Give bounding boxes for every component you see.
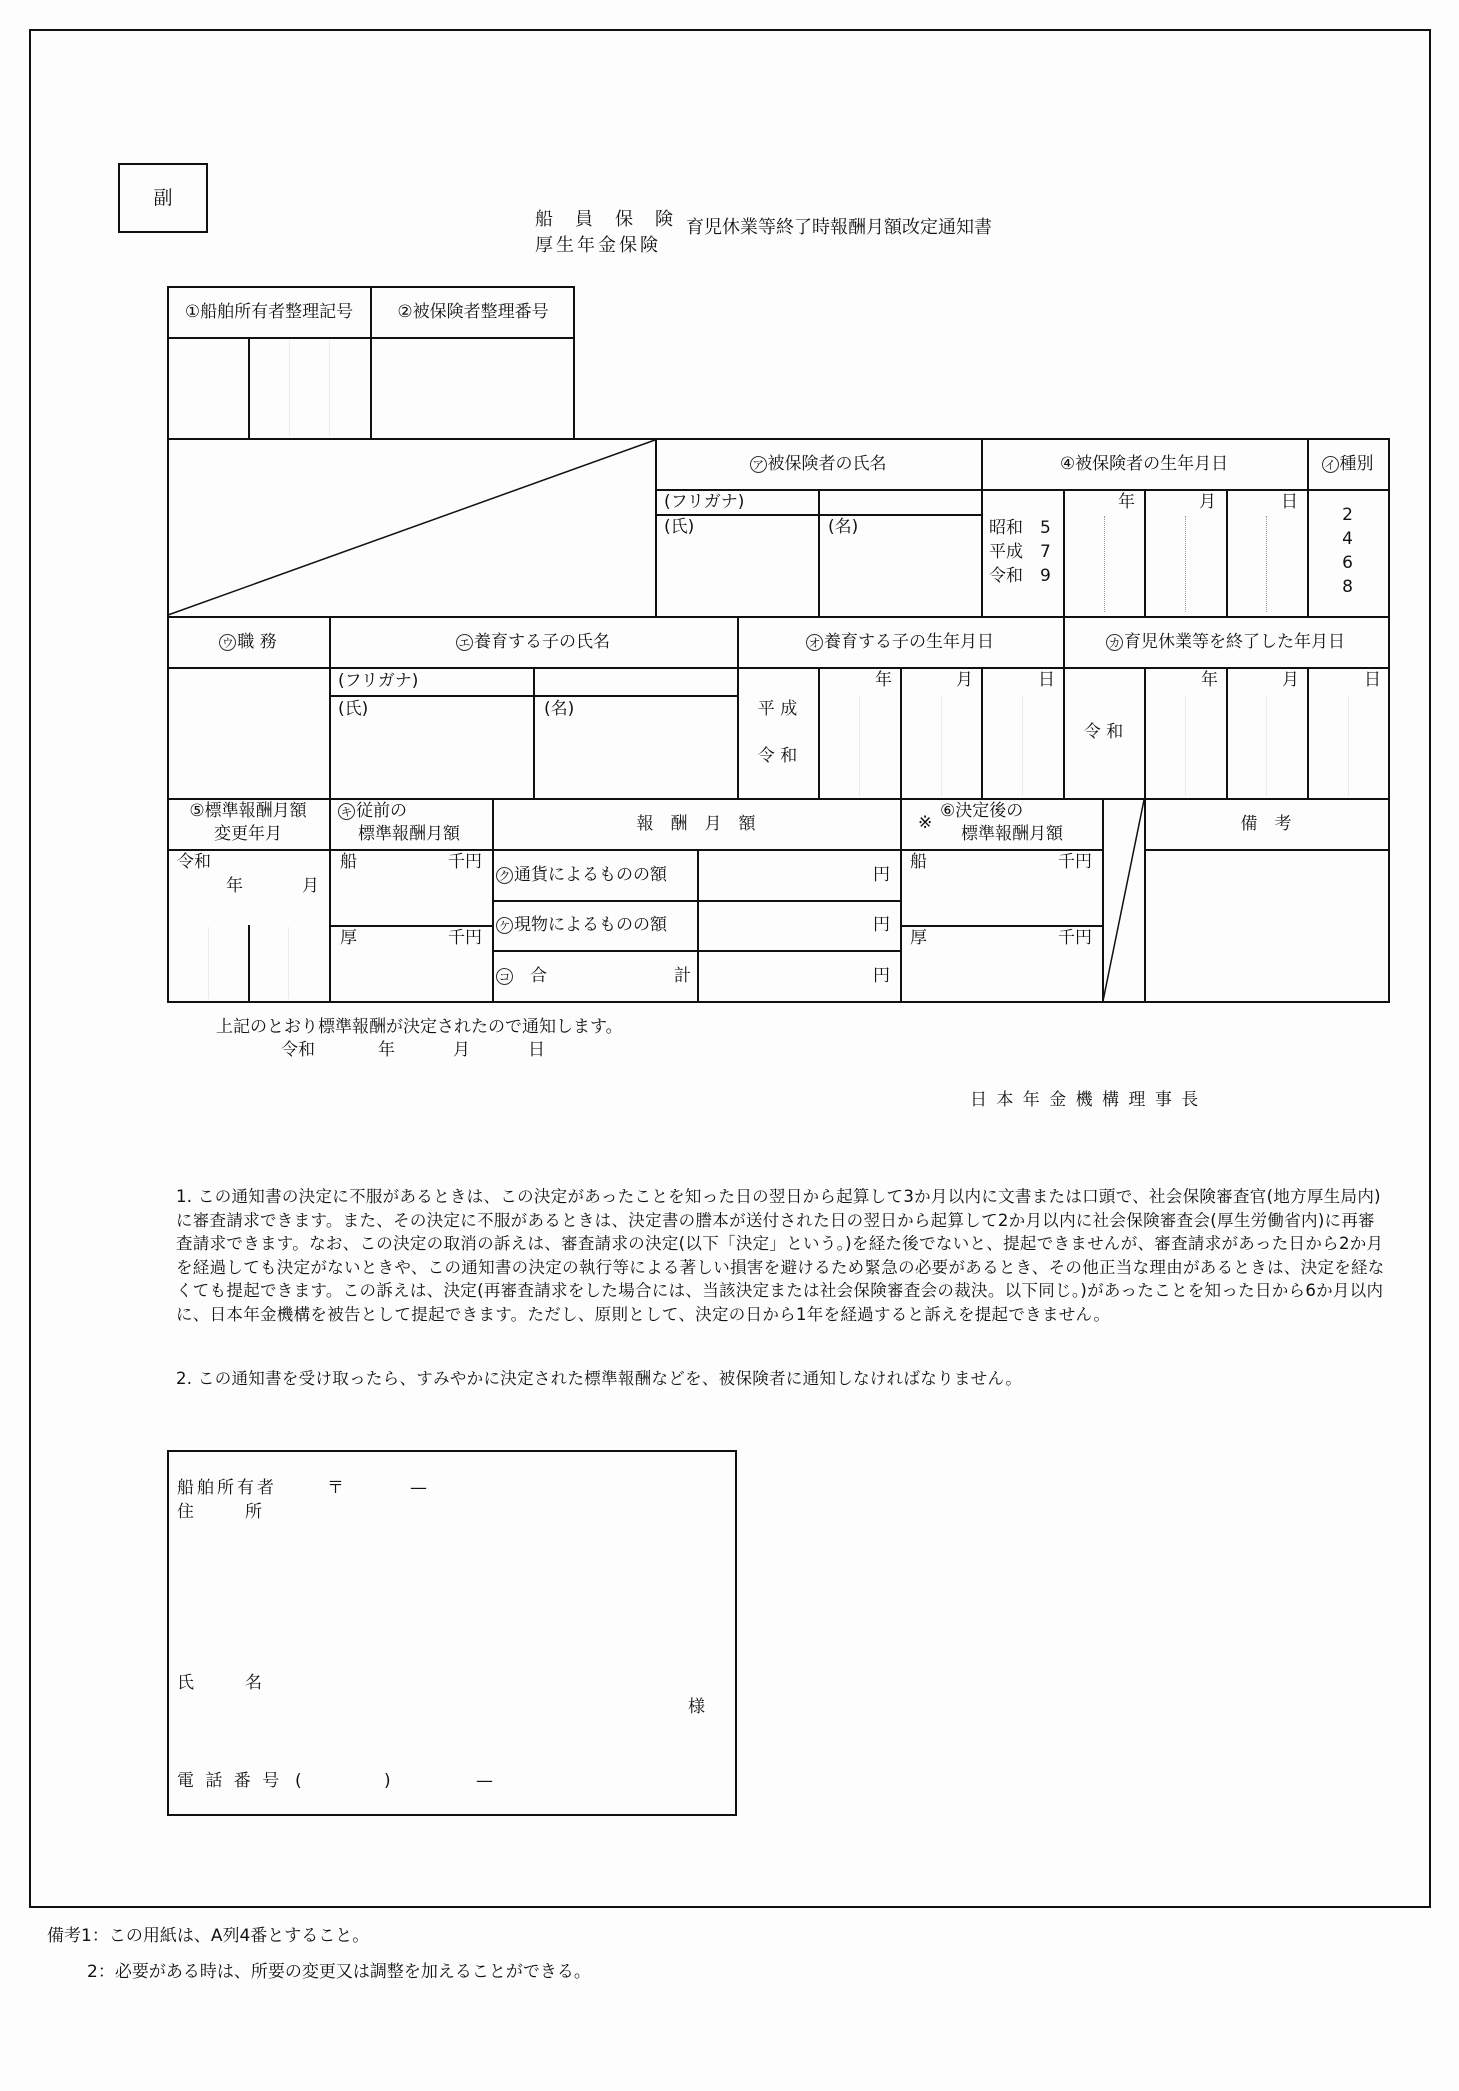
owner-label: 船舶所有者 (177, 1478, 277, 1498)
prev-ship-field[interactable] (332, 874, 490, 923)
phone-dash: — (476, 1771, 493, 1791)
postal-mark: 〒 (327, 1478, 344, 1498)
honorific-sama: 様 (688, 1697, 705, 1717)
insured-number-label: ②被保険者整理番号 (397, 302, 549, 322)
birth-day-unit: 日 (1281, 492, 1298, 512)
diagonal-strike (167, 438, 657, 618)
child-furigana-field[interactable] (430, 669, 735, 693)
change-month-unit: 月 (302, 876, 319, 896)
child-surname-field[interactable] (332, 722, 531, 796)
child-furigana-label: (フリガナ) (338, 671, 419, 691)
type-code-4: 4 (1342, 529, 1353, 549)
total-yen-unit: 円 (873, 966, 890, 986)
leave-end-year-field[interactable] (1147, 693, 1224, 796)
change-year-field[interactable] (170, 928, 246, 999)
insured-furigana-field[interactable] (760, 491, 980, 513)
circled-ku-icon: ク (496, 867, 513, 884)
birth-year-unit: 年 (1118, 492, 1135, 512)
footnote-1: 備考1：この用紙は、A列4番とすること。 (47, 1926, 370, 1946)
circled-a-icon: ア (750, 456, 767, 473)
currency-yen-unit: 円 (873, 865, 890, 885)
change-month-header: ⑤標準報酬月額 変更年月 (189, 801, 307, 844)
child-given-field[interactable] (536, 722, 735, 796)
leave-end-month-field[interactable] (1229, 693, 1305, 796)
instruction-2: 2. この通知書を受け取ったら、すみやかに決定された標準報酬などを、被保険者に通知しなければなりません。 (176, 1369, 1023, 1388)
insured-type-header: イ 種別 (1307, 454, 1388, 474)
insured-furigana-label: (フリガナ) (664, 492, 745, 512)
leave-end-year-unit: 年 (1201, 670, 1218, 690)
after-ship-unit: 千円 (1058, 852, 1092, 872)
notice-date-month: 月 (453, 1040, 470, 1060)
job-field[interactable] (170, 670, 327, 796)
circled-ko-icon: コ (496, 968, 513, 985)
currency-amount-label: ク 通貨によるものの額 (496, 865, 667, 885)
insurance-type-line2: 厚生年金保険 (535, 235, 661, 256)
instruction-1: 1. この通知書の決定に不服があるときは、この決定があったことを知った日の翌日から起算して3か月以内に文書または口頭で、社会保険審査官(地方厚生局内)に審査請求できます。また、その決定に不服があるときは、決定書の謄本が送付された日の翌日から起算して2か月以内に社会保険審査会(厚生労働省内)に再審査請求できます。なお、この決定の取消の訴えは、審査請求の決定(以下「決定」という。)を経た後でないと、提起できませんが、審査請求があった日から2か月を経過しても決定がないときや、この通知書の決定の執行等による著しい損害を避けるため緊急の必要があるとき、その他正当な理由があるときは、決定を経なくても提起できます。この訴えは、決定(再審査請求をした場合には、当該決定または社会保険審査会の裁決。以下同じ。)があったことを知った日から6か月以内に、日本年金機構を被告として提起できます。ただし、原則として、決定の日から1年を経過すると訴えを提起できません。 (176, 1187, 1385, 1324)
birth-month-unit: 月 (1199, 492, 1216, 512)
notice-date-day: 日 (528, 1040, 545, 1060)
leave-end-month-unit: 月 (1282, 670, 1299, 690)
postal-dash: — (410, 1478, 427, 1498)
document-title: 育児休業等終了時報酬月額改定通知書 (686, 217, 992, 238)
child-surname-label: (氏) (338, 699, 369, 719)
child-birth-day-field[interactable] (984, 693, 1061, 796)
child-birth-month-unit: 月 (956, 670, 973, 690)
leave-end-era-reiwa: 令 和 (1083, 722, 1124, 742)
insured-surname-label: (氏) (664, 517, 695, 537)
type-code-2: 2 (1342, 505, 1353, 525)
issuer-name: 日 本 年 金 機 構 理 事 長 (970, 1090, 1201, 1110)
owner-name-field[interactable] (260, 1668, 680, 1720)
copy-mark: 副 (153, 187, 173, 209)
era-reiwa: 令和 9 (989, 566, 1051, 586)
insured-birthdate-header: ④被保険者の生年月日 (1059, 454, 1229, 474)
child-birth-day-unit: 日 (1038, 670, 1055, 690)
owner-code-label: ①船舶所有者整理記号 (184, 302, 354, 322)
prev-ship-label: 船 (340, 852, 357, 872)
total-amount-label: コ 合 計 (496, 966, 691, 986)
prev-pension-unit: 千円 (448, 928, 482, 948)
notice-statement: 上記のとおり標準報酬が決定されたので通知します。 (216, 1017, 623, 1037)
era-showa: 昭和 5 (989, 518, 1051, 538)
type-code-6: 6 (1342, 553, 1353, 573)
insured-surname-field[interactable] (658, 540, 816, 614)
in-kind-yen-unit: 円 (873, 915, 890, 935)
phone-number-field[interactable] (400, 1768, 600, 1794)
leave-end-day-field[interactable] (1310, 693, 1386, 796)
prev-pension-label: 厚 (340, 928, 357, 948)
insured-given-field[interactable] (821, 540, 979, 614)
previous-standard-header: キ 従前の 標準報酬月額 (338, 800, 460, 846)
leave-end-day-unit: 日 (1364, 670, 1381, 690)
after-pension-label: 厚 (910, 928, 927, 948)
child-era-reiwa: 令 和 (757, 746, 798, 766)
change-era-reiwa: 令和 (177, 852, 211, 872)
phone-label: 電 話 番 号 (177, 1771, 283, 1791)
postal-code-field[interactable] (345, 1474, 505, 1500)
phone-open-paren: ( (295, 1771, 302, 1791)
insured-name-header: ア 被保険者の氏名 (655, 454, 981, 474)
child-era-heisei: 平 成 (757, 699, 798, 719)
total-amount-field[interactable] (700, 953, 870, 999)
in-kind-amount-label: ケ 現物によるものの額 (496, 915, 667, 935)
footnote-2: 2：必要がある時は、所要の変更又は調整を加えることができる。 (87, 1962, 591, 1982)
owner-code-field[interactable] (170, 341, 368, 436)
slash-strike (1102, 798, 1146, 1003)
insured-given-label: (名) (828, 517, 859, 537)
copy-mark-box (118, 163, 208, 233)
change-month-field[interactable] (251, 928, 327, 999)
change-year-unit: 年 (226, 876, 243, 896)
address-label: 住 所 (177, 1502, 262, 1522)
monthly-remuneration-header: 報 酬 月 額 (636, 814, 756, 834)
era-heisei: 平成 7 (989, 542, 1051, 562)
after-pension-unit: 千円 (1058, 928, 1092, 948)
after-pension-field[interactable] (903, 950, 1100, 999)
child-birthdate-header: オ 養育する子の生年月日 (737, 632, 1063, 652)
after-ship-label: 船 (910, 852, 927, 872)
remarks-header: 備 考 (1240, 814, 1292, 834)
circled-i-icon: イ (1322, 456, 1339, 473)
insurance-type-line1: 船 員 保 険 (535, 209, 675, 230)
remarks-field[interactable] (1147, 852, 1386, 999)
child-birth-year-unit: 年 (875, 670, 892, 690)
circled-e-icon: エ (456, 634, 473, 651)
job-header: ウ 職 務 (167, 632, 329, 652)
circled-ke-icon: ケ (496, 917, 513, 934)
prev-ship-unit: 千円 (448, 852, 482, 872)
determined-standard-header: ※ ⑥決定後の 標準報酬月額 (918, 801, 1063, 844)
circled-ki-icon: キ (338, 803, 355, 820)
address-field[interactable] (260, 1504, 730, 1654)
birth-month-field[interactable] (1147, 515, 1223, 613)
child-name-header: エ 養育する子の氏名 (329, 632, 737, 652)
type-code-8: 8 (1342, 577, 1353, 597)
in-kind-amount-field[interactable] (700, 903, 870, 948)
circled-u-icon: ウ (219, 634, 236, 651)
circled-o-icon: オ (806, 634, 823, 651)
birth-day-field[interactable] (1228, 515, 1304, 613)
phone-close-paren: ) (384, 1771, 391, 1791)
child-birth-year-field[interactable] (821, 693, 898, 796)
notice-date-year: 年 (378, 1040, 395, 1060)
birth-year-field[interactable] (1066, 515, 1142, 613)
currency-amount-field[interactable] (700, 852, 870, 898)
reference-mark: ※ (918, 813, 933, 833)
circled-ka-icon: カ (1106, 634, 1123, 651)
insured-number-field[interactable] (373, 341, 571, 436)
notice-date-era: 令和 (281, 1040, 315, 1060)
child-birth-month-field[interactable] (903, 693, 979, 796)
phone-area-field[interactable] (305, 1768, 383, 1794)
name-label: 氏 名 (177, 1673, 262, 1693)
prev-pension-field[interactable] (332, 950, 490, 999)
child-given-label: (名) (544, 699, 575, 719)
after-ship-field[interactable] (903, 874, 1100, 923)
leave-end-header: カ 育児休業等を終了した年月日 (1063, 632, 1388, 652)
